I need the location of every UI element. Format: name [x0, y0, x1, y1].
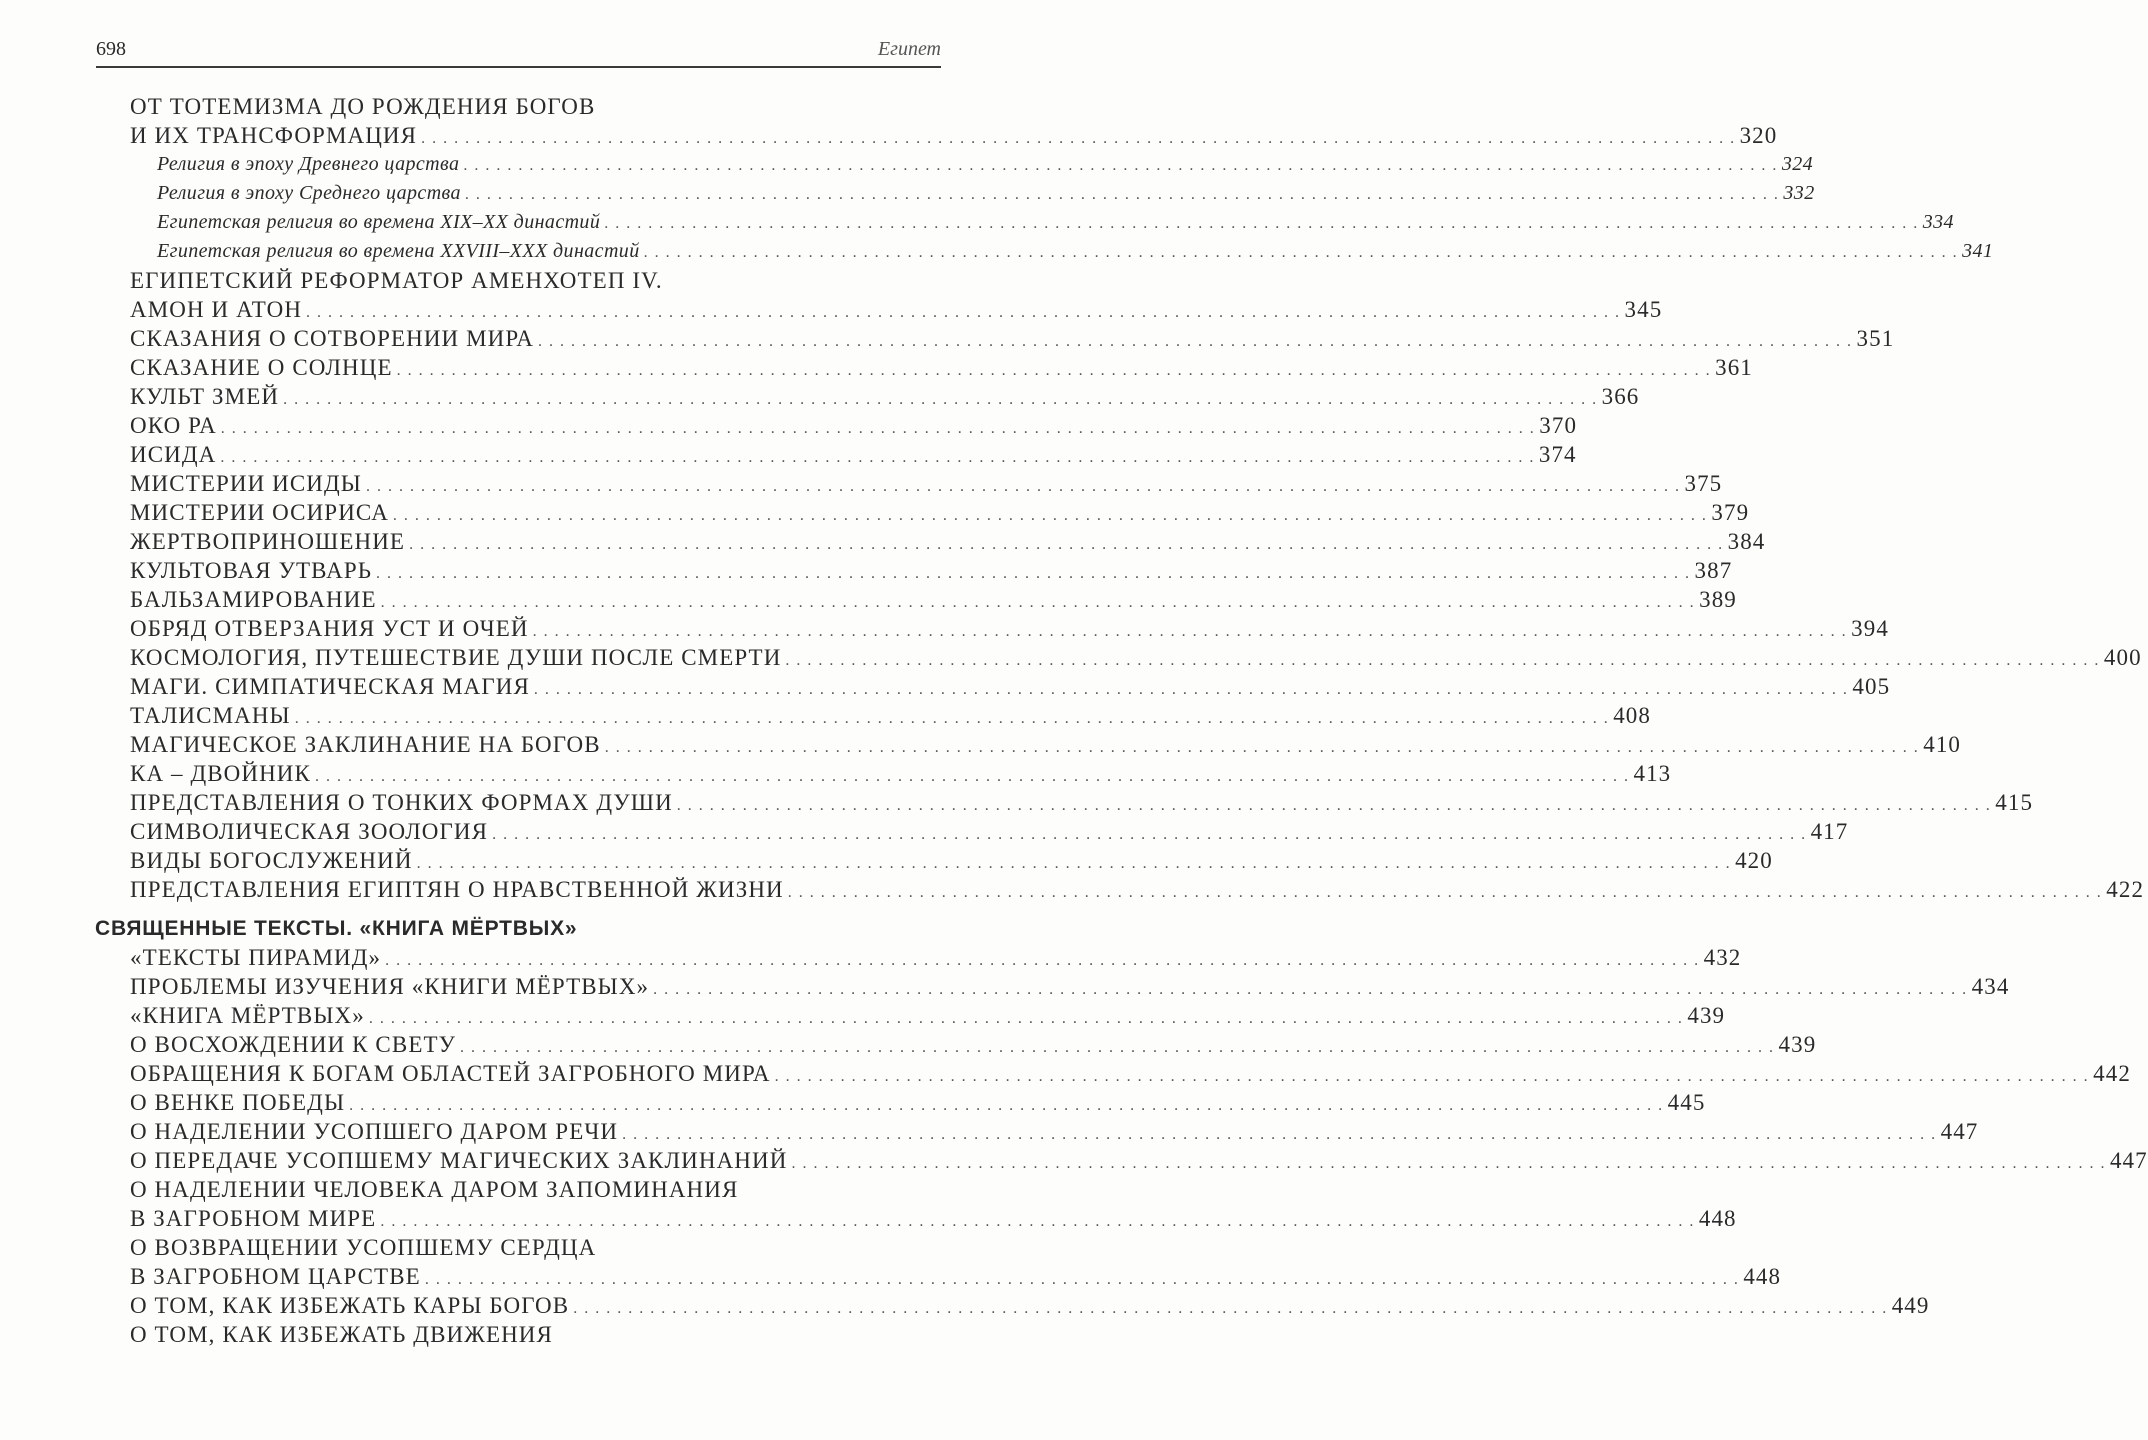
toc-page-number: 448: [1698, 1206, 1737, 1231]
toc-page-number: 422: [2106, 877, 2145, 902]
toc-page-number: 448: [1743, 1264, 1782, 1289]
dot-leader: . . . . . . . . . . . . . . . . . . . . . . . . . . . . . . . . . . . . . . . . . . . . . . . . . . . . . . . . . . . . . . . . . . . . . . . . . . . . . . . . . . . . . . . . . . . . . . . . . . . . . . . . . . . . . . . . . . . . . . . .: [604, 739, 1920, 756]
dot-leader: . . . . . . . . . . . . . . . . . . . . . . . . . . . . . . . . . . . . . . . . . . . . . . . . . . . . . . . . . . . . . . . . . . . . . . . . . . . . . . . . . . . . . . . . . . . . . . . . . . . . . . . . . . . . . . . . . . . . . . . .: [460, 1039, 1775, 1056]
toc-page-number: 384: [1727, 529, 1766, 554]
toc-entry-title: КА – ДВОЙНИК: [130, 761, 311, 786]
running-head: [96, 36, 941, 68]
toc-page-number: 374: [1538, 442, 1577, 467]
toc-entry-title: СИМВОЛИЧЕСКАЯ ЗООЛОГИЯ: [130, 819, 489, 844]
toc-entry: [0, 411, 1578, 440]
toc-page-number: 420: [1735, 848, 1773, 873]
toc-page-number: 439: [1778, 1032, 1817, 1057]
toc-entry-title: МИСТЕРИИ ИСИДЫ: [130, 471, 362, 496]
toc-entry-title: Религия в эпоху Среднего царства: [157, 182, 461, 204]
dot-leader: . . . . . . . . . . . . . . . . . . . . . . . . . . . . . . . . . . . . . . . . . . . . . . . . . . . . . . . . . . . . . . . . . . . . . . . . . . . . . . . . . . . . . . . . . . . . . . . . . . . . . . . . . . . . . . . . . . . . . . . .: [653, 981, 1968, 998]
toc-page-number: 320: [1739, 123, 1778, 148]
dot-leader: . . . . . . . . . . . . . . . . . . . . . . . . . . . . . . . . . . . . . . . . . . . . . . . . . . . . . . . . . . . . . . . . . . . . . . . . . . . . . . . . . . . . . . . . . . . . . . . . . . . . . . . . . . . . . . . . . . . . . . . .: [396, 362, 1712, 379]
toc-entry-title: В ЗАГРОБНОМ МИРЕ: [130, 1206, 377, 1231]
toc-entry: [0, 759, 1672, 788]
toc-entry: [0, 643, 2142, 672]
toc-entry-title: И ИХ ТРАНСФОРМАЦИЯ: [130, 123, 418, 148]
toc-entry-title: МИСТЕРИИ ОСИРИСА: [130, 500, 389, 525]
toc-page-number: 379: [1711, 500, 1750, 525]
toc-entry: [0, 469, 1723, 498]
toc-subentry: [0, 237, 1994, 266]
dot-leader: . . . . . . . . . . . . . . . . . . . . . . . . . . . . . . . . . . . . . . . . . . . . . . . . . . . . . . . . . . . . . . . . . . . . . . . . . . . . . . . . . . . . . . . . . . . . . . . . . . . . . . . . . . . . . . . . . . . . . . . .: [392, 507, 1708, 524]
toc-entry: [0, 295, 1663, 324]
toc-page-number: 400: [2103, 645, 2142, 670]
dot-leader: . . . . . . . . . . . . . . . . . . . . . . . . . . . . . . . . . . . . . . . . . . . . . . . . . . . . . . . . . . . . . . . . . . . . . . . . . . . . . . . . . . . . . . . . . . . . . . . . . . . . . . . . . . . . . . . . . . . . . . . .: [380, 1213, 1695, 1230]
toc-entry-title: О ВОСХОЖДЕНИИ К СВЕТУ: [130, 1032, 456, 1057]
toc-entry-title: ОБРАЩЕНИЯ К БОГАМ ОБЛАСТЕЙ ЗАГРОБНОГО МИРА: [130, 1061, 771, 1086]
toc-page-number: 387: [1694, 558, 1733, 583]
dot-leader: . . . . . . . . . . . . . . . . . . . . . . . . . . . . . . . . . . . . . . . . . . . . . . . . . . . . . . . . . . . . . . . . . . . . . . . . . . . . . . . . . . . . . . . . . . . . . . . . . . . . . . . . . . . . . . . . . . . . . . . .: [774, 1068, 2090, 1085]
toc-entry: [0, 266, 1000, 295]
toc-page-number: 370: [1539, 413, 1578, 438]
toc-entry: [0, 498, 1750, 527]
toc-entry-title: КОСМОЛОГИЯ, ПУТЕШЕСТВИЕ ДУШИ ПОСЛЕ СМЕРТИ: [130, 645, 782, 670]
dot-leader: . . . . . . . . . . . . . . . . . . . . . . . . . . . . . . . . . . . . . . . . . . . . . . . . . . . . . . . . . . . . . . . . . . . . . . . . . . . . . . . . . . . . . . . . . . . . . . . . . . . . . . . . . . . . . . . . . . . . . . . .: [622, 1126, 1937, 1143]
toc-page-number: 447: [2109, 1148, 2148, 1173]
toc-page-number: 449: [1891, 1293, 1930, 1318]
toc-page-number: 447: [1940, 1119, 1979, 1144]
toc-entry: [0, 972, 2010, 1001]
toc-page-number: 361: [1715, 355, 1753, 380]
toc-entry-title: «КНИГА МЁРТВЫХ»: [130, 1003, 365, 1028]
toc-entry-title: ПРОБЛЕМЫ ИЗУЧЕНИЯ «КНИГИ МЁРТВЫХ»: [130, 974, 650, 999]
dot-leader: . . . . . . . . . . . . . . . . . . . . . . . . . . . . . . . . . . . . . . . . . . . . . . . . . . . . . . . . . . . . . . . . . . . . . . . . . . . . . . . . . . . . . . . . . . . . . . . . . . . . . . . . . . . . . . . . . . . . . . . .: [463, 157, 1778, 174]
toc-entry: [0, 1088, 1706, 1117]
toc-page-number: 432: [1703, 945, 1742, 970]
toc-entry: [0, 1146, 2148, 1175]
dot-leader: . . . . . . . . . . . . . . . . . . . . . . . . . . . . . . . . . . . . . . . . . . . . . . . . . . . . . . . . . . . . . . . . . . . . . . . . . . . . . . . . . . . . . . . . . . . . . . . . . . . . . . . . . . . . . . . . . . . . . . . .: [368, 1010, 1684, 1027]
toc-entry: [0, 846, 1773, 875]
toc-page-number: 445: [1667, 1090, 1706, 1115]
toc-entry: [0, 440, 1577, 469]
toc-entry: [0, 1059, 2131, 1088]
toc-entry-title: В ЗАГРОБНОМ ЦАРСТВЕ: [130, 1264, 421, 1289]
dot-leader: . . . . . . . . . . . . . . . . . . . . . . . . . . . . . . . . . . . . . . . . . . . . . . . . . . . . . . . . . . . . . . . . . . . . . . . . . . . . . . . . . . . . . . . . . . . . . . . . . . . . . . . . . . . . . . . . . . . . . . . .: [492, 826, 1807, 843]
toc-page-number: 439: [1687, 1003, 1726, 1028]
toc-entry: [0, 1175, 1000, 1204]
toc-entry-title: КУЛЬТ ЗМЕЙ: [130, 384, 280, 409]
toc-entry: [0, 875, 2145, 904]
dot-leader: . . . . . . . . . . . . . . . . . . . . . . . . . . . . . . . . . . . . . . . . . . . . . . . . . . . . . . . . . . . . . . . . . . . . . . . . . . . . . . . . . . . . . . . . . . . . . . . . . . . . . . . . . . . . . . . . . . . . . . . .: [365, 478, 1681, 495]
toc-entry-title: О ТОМ, КАК ИЗБЕЖАТЬ КАРЫ БОГОВ: [130, 1293, 570, 1318]
dot-leader: . . . . . . . . . . . . . . . . . . . . . . . . . . . . . . . . . . . . . . . . . . . . . . . . . . . . . . . . . . . . . . . . . . . . . . . . . . . . . . . . . . . . . . . . . . . . . . . . . . . . . . . . . . . . . . . . . . . . . . . .: [409, 536, 1724, 553]
dot-leader: . . . . . . . . . . . . . . . . . . . . . . . . . . . . . . . . . . . . . . . . . . . . . . . . . . . . . . . . . . . . . . . . . . . . . . . . . . . . . . . . . . . . . . . . . . . . . . . . . . . . . . . . . . . . . . . . . . . . . . . .: [283, 391, 1598, 408]
toc-entry-title: ЖЕРТВОПРИНОШЕНИЕ: [130, 529, 406, 554]
toc-entry: [0, 1262, 1782, 1291]
dot-leader: . . . . . . . . . . . . . . . . . . . . . . . . . . . . . . . . . . . . . . . . . . . . . . . . . . . . . . . . . . . . . . . . . . . . . . . . . . . . . . . . . . . . . . . . . . . . . . . . . . . . . . . . . . . . . . . . . . . . . . . .: [464, 186, 1780, 203]
toc-page-number: 394: [1851, 616, 1889, 641]
toc-entry-title: ПРЕДСТАВЛЕНИЯ О ТОНКИХ ФОРМАХ ДУШИ: [130, 790, 673, 815]
toc-entry: [0, 382, 1640, 411]
toc-entry: [0, 121, 1778, 150]
toc-entry-title: Египетская религия во времена XXVIII–XXX династий: [157, 240, 640, 262]
toc-entry: [0, 943, 1742, 972]
dot-leader: . . . . . . . . . . . . . . . . . . . . . . . . . . . . . . . . . . . . . . . . . . . . . . . . . . . . . . . . . . . . . . . . . . . . . . . . . . . . . . . . . . . . . . . . . . . . . . . . . . . . . . . . . . . . . . . . . . . . . . . .: [385, 952, 1700, 969]
toc-entry: [0, 353, 1753, 382]
dot-leader: . . . . . . . . . . . . . . . . . . . . . . . . . . . . . . . . . . . . . . . . . . . . . . . . . . . . . . . . . . . . . . . . . . . . . . . . . . . . . . . . . . . . . . . . . . . . . . . . . . . . . . . . . . . . . . . . . . . . . . . .: [294, 710, 1610, 727]
dot-leader: . . . . . . . . . . . . . . . . . . . . . . . . . . . . . . . . . . . . . . . . . . . . . . . . . . . . . . . . . . . . . . . . . . . . . . . . . . . . . . . . . . . . . . . . . . . . . . . . . . . . . . . . . . . . . . . . . . . . . . . .: [643, 244, 1959, 261]
toc-entry-title: О НАДЕЛЕНИИ ЧЕЛОВЕКА ДАРОМ ЗАПОМИНАНИЯ: [130, 1177, 739, 1202]
toc-page-number: 413: [1633, 761, 1672, 786]
toc-page-number: 345: [1624, 297, 1663, 322]
table-of-contents: [0, 92, 2148, 1349]
toc-entry: [0, 92, 1000, 121]
dot-leader: . . . . . . . . . . . . . . . . . . . . . . . . . . . . . . . . . . . . . . . . . . . . . . . . . . . . . . . . . . . . . . . . . . . . . . . . . . . . . . . . . . . . . . . . . . . . . . . . . . . . . . . . . . . . . . . . . . . . . . . .: [604, 215, 1919, 232]
toc-page-number: 434: [1971, 974, 2010, 999]
dot-leader: . . . . . . . . . . . . . . . . . . . . . . . . . . . . . . . . . . . . . . . . . . . . . . . . . . . . . . . . . . . . . . . . . . . . . . . . . . . . . . . . . . . . . . . . . . . . . . . . . . . . . . . . . . . . . . . . . . . . . . . .: [421, 130, 1736, 147]
toc-entry-title: МАГИ. СИМПАТИЧЕСКАЯ МАГИЯ: [130, 674, 530, 699]
toc-entry-title: О НАДЕЛЕНИИ УСОПШЕГО ДАРОМ РЕЧИ: [130, 1119, 619, 1144]
dot-leader: . . . . . . . . . . . . . . . . . . . . . . . . . . . . . . . . . . . . . . . . . . . . . . . . . . . . . . . . . . . . . . . . . . . . . . . . . . . . . . . . . . . . . . . . . . . . . . . . . . . . . . . . . . . . . . . . . . . . . . . .: [220, 449, 1535, 466]
toc-entry: [0, 1001, 1726, 1030]
toc-entry: [0, 1030, 1817, 1059]
dot-leader: . . . . . . . . . . . . . . . . . . . . . . . . . . . . . . . . . . . . . . . . . . . . . . . . . . . . . . . . . . . . . . . . . . . . . . . . . . . . . . . . . . . . . . . . . . . . . . . . . . . . . . . . . . . . . . . . . . . . . . . .: [424, 1271, 1740, 1288]
toc-subentry: [0, 208, 1954, 237]
toc-entry-title: О ПЕРЕДАЧЕ УСОПШЕМУ МАГИЧЕСКИХ ЗАКЛИНАНИЙ: [130, 1148, 788, 1173]
toc-page-number: 417: [1810, 819, 1849, 844]
toc-page-number: 410: [1923, 732, 1962, 757]
dot-leader: . . . . . . . . . . . . . . . . . . . . . . . . . . . . . . . . . . . . . . . . . . . . . . . . . . . . . . . . . . . . . . . . . . . . . . . . . . . . . . . . . . . . . . . . . . . . . . . . . . . . . . . . . . . . . . . . . . . . . . . .: [538, 333, 1853, 350]
toc-entry-title: БАЛЬЗАМИРОВАНИЕ: [130, 587, 377, 612]
toc-entry-title: О ТОМ, КАК ИЗБЕЖАТЬ ДВИЖЕНИЯ: [130, 1322, 553, 1347]
toc-entry: [0, 1291, 1930, 1320]
toc-entry: [0, 614, 1889, 643]
toc-page-number: 334: [1922, 211, 1954, 233]
toc-entry-title: ЕГИПЕТСКИЙ РЕФОРМАТОР АМЕНХОТЕП IV.: [130, 268, 663, 293]
toc-entry-title: ПРЕДСТАВЛЕНИЯ ЕГИПТЯН О НРАВСТВЕННОЙ ЖИЗНИ: [130, 877, 784, 902]
toc-entry-title: Религия в эпоху Древнего царства: [157, 153, 460, 175]
toc-entry-title: ТАЛИСМАНЫ: [130, 703, 291, 728]
dot-leader: . . . . . . . . . . . . . . . . . . . . . . . . . . . . . . . . . . . . . . . . . . . . . . . . . . . . . . . . . . . . . . . . . . . . . . . . . . . . . . . . . . . . . . . . . . . . . . . . . . . . . . . . . . . . . . . . . . . . . . . .: [380, 594, 1696, 611]
toc-section-heading: СВЯЩЕННЫЕ ТЕКСТЫ. «КНИГА МЁРТВЫХ»: [95, 917, 578, 940]
toc-entry-title: ОБРЯД ОТВЕРЗАНИЯ УСТ И ОЧЕЙ: [130, 616, 529, 641]
toc-subentry: [0, 150, 1814, 179]
toc-page-number: 415: [1995, 790, 2034, 815]
dot-leader: . . . . . . . . . . . . . . . . . . . . . . . . . . . . . . . . . . . . . . . . . . . . . . . . . . . . . . . . . . . . . . . . . . . . . . . . . . . . . . . . . . . . . . . . . . . . . . . . . . . . . . . . . . . . . . . . . . . . . . . .: [676, 797, 1992, 814]
toc-page-number: 324: [1781, 153, 1814, 175]
toc-page-number: 405: [1852, 674, 1891, 699]
toc-page-number: 341: [1962, 240, 1994, 262]
toc-entry-title: ОТ ТОТЕМИЗМА ДО РОЖДЕНИЯ БОГОВ: [130, 94, 596, 119]
toc-entry: [0, 730, 1962, 759]
toc-page-number: 389: [1699, 587, 1737, 612]
section-title: Египет: [877, 38, 941, 60]
dot-leader: . . . . . . . . . . . . . . . . . . . . . . . . . . . . . . . . . . . . . . . . . . . . . . . . . . . . . . . . . . . . . . . . . . . . . . . . . . . . . . . . . . . . . . . . . . . . . . . . . . . . . . . . . . . . . . . . . . . . . . . .: [306, 304, 1621, 321]
toc-entry: [0, 672, 1891, 701]
dot-leader: . . . . . . . . . . . . . . . . . . . . . . . . . . . . . . . . . . . . . . . . . . . . . . . . . . . . . . . . . . . . . . . . . . . . . . . . . . . . . . . . . . . . . . . . . . . . . . . . . . . . . . . . . . . . . . . . . . . . . . . .: [533, 681, 1849, 698]
toc-page-number: 351: [1856, 326, 1895, 351]
dot-leader: . . . . . . . . . . . . . . . . . . . . . . . . . . . . . . . . . . . . . . . . . . . . . . . . . . . . . . . . . . . . . . . . . . . . . . . . . . . . . . . . . . . . . . . . . . . . . . . . . . . . . . . . . . . . . . . . . . . . . . . .: [785, 652, 2100, 669]
toc-page-number: 375: [1684, 471, 1723, 496]
toc-entry: [0, 1204, 1737, 1233]
toc-entry-title: О ВЕНКЕ ПОБЕДЫ: [130, 1090, 346, 1115]
toc-page-number: 366: [1601, 384, 1640, 409]
dot-leader: . . . . . . . . . . . . . . . . . . . . . . . . . . . . . . . . . . . . . . . . . . . . . . . . . . . . . . . . . . . . . . . . . . . . . . . . . . . . . . . . . . . . . . . . . . . . . . . . . . . . . . . . . . . . . . . . . . . . . . . .: [532, 623, 1848, 640]
toc-entry: [0, 527, 1766, 556]
toc-entry: [0, 324, 1895, 353]
toc-entry-title: «ТЕКСТЫ ПИРАМИД»: [130, 945, 382, 970]
page-number: 698: [96, 38, 126, 60]
dot-leader: . . . . . . . . . . . . . . . . . . . . . . . . . . . . . . . . . . . . . . . . . . . . . . . . . . . . . . . . . . . . . . . . . . . . . . . . . . . . . . . . . . . . . . . . . . . . . . . . . . . . . . . . . . . . . . . . . . . . . . . .: [314, 768, 1630, 785]
toc-entry: [0, 1117, 1979, 1146]
toc-subentry: [0, 179, 1815, 208]
dot-leader: . . . . . . . . . . . . . . . . . . . . . . . . . . . . . . . . . . . . . . . . . . . . . . . . . . . . . . . . . . . . . . . . . . . . . . . . . . . . . . . . . . . . . . . . . . . . . . . . . . . . . . . . . . . . . . . . . . . . . . . .: [349, 1097, 1664, 1114]
toc-entry: [0, 1320, 1000, 1349]
toc-entry: [0, 817, 1849, 846]
dot-leader: . . . . . . . . . . . . . . . . . . . . . . . . . . . . . . . . . . . . . . . . . . . . . . . . . . . . . . . . . . . . . . . . . . . . . . . . . . . . . . . . . . . . . . . . . . . . . . . . . . . . . . . . . . . . . . . . . . . . . . . .: [791, 1155, 2106, 1172]
toc-entry-title: ОКО РА: [130, 413, 217, 438]
dot-leader: . . . . . . . . . . . . . . . . . . . . . . . . . . . . . . . . . . . . . . . . . . . . . . . . . . . . . . . . . . . . . . . . . . . . . . . . . . . . . . . . . . . . . . . . . . . . . . . . . . . . . . . . . . . . . . . . . . . . . . . .: [787, 884, 2103, 901]
dot-leader: . . . . . . . . . . . . . . . . . . . . . . . . . . . . . . . . . . . . . . . . . . . . . . . . . . . . . . . . . . . . . . . . . . . . . . . . . . . . . . . . . . . . . . . . . . . . . . . . . . . . . . . . . . . . . . . . . . . . . . . .: [220, 420, 1536, 437]
toc-entry-title: О ВОЗВРАЩЕНИИ УСОПШЕМУ СЕРДЦА: [130, 1235, 597, 1260]
dot-leader: . . . . . . . . . . . . . . . . . . . . . . . . . . . . . . . . . . . . . . . . . . . . . . . . . . . . . . . . . . . . . . . . . . . . . . . . . . . . . . . . . . . . . . . . . . . . . . . . . . . . . . . . . . . . . . . . . . . . . . . .: [376, 565, 1691, 582]
toc-entry-title: СКАЗАНИЕ О СОЛНЦЕ: [130, 355, 393, 380]
toc-entry-title: Египетская религия во времена XIX–XX династий: [157, 211, 601, 233]
toc-entry: [0, 585, 1737, 614]
toc-entry-title: АМОН И АТОН: [130, 297, 303, 322]
toc-entry-title: КУЛЬТОВАЯ УТВАРЬ: [130, 558, 373, 583]
toc-page-number: 332: [1783, 182, 1815, 204]
toc-entry-title: СКАЗАНИЯ О СОТВОРЕНИИ МИРА: [130, 326, 535, 351]
toc-page-number: 442: [2093, 1061, 2131, 1086]
toc-entry-title: ИСИДА: [130, 442, 217, 467]
toc-entry: [0, 788, 2034, 817]
dot-leader: . . . . . . . . . . . . . . . . . . . . . . . . . . . . . . . . . . . . . . . . . . . . . . . . . . . . . . . . . . . . . . . . . . . . . . . . . . . . . . . . . . . . . . . . . . . . . . . . . . . . . . . . . . . . . . . . . . . . . . . .: [573, 1300, 1888, 1317]
toc-entry: [0, 1233, 1000, 1262]
toc-entry-title: ВИДЫ БОГОСЛУЖЕНИЙ: [130, 848, 413, 873]
dot-leader: . . . . . . . . . . . . . . . . . . . . . . . . . . . . . . . . . . . . . . . . . . . . . . . . . . . . . . . . . . . . . . . . . . . . . . . . . . . . . . . . . . . . . . . . . . . . . . . . . . . . . . . . . . . . . . . . . . . . . . . .: [416, 855, 1732, 872]
toc-entry: [0, 556, 1733, 585]
toc-entry-title: МАГИЧЕСКОЕ ЗАКЛИНАНИЕ НА БОГОВ: [130, 732, 601, 757]
toc-entry: [0, 701, 1652, 730]
toc-page-number: 408: [1613, 703, 1652, 728]
